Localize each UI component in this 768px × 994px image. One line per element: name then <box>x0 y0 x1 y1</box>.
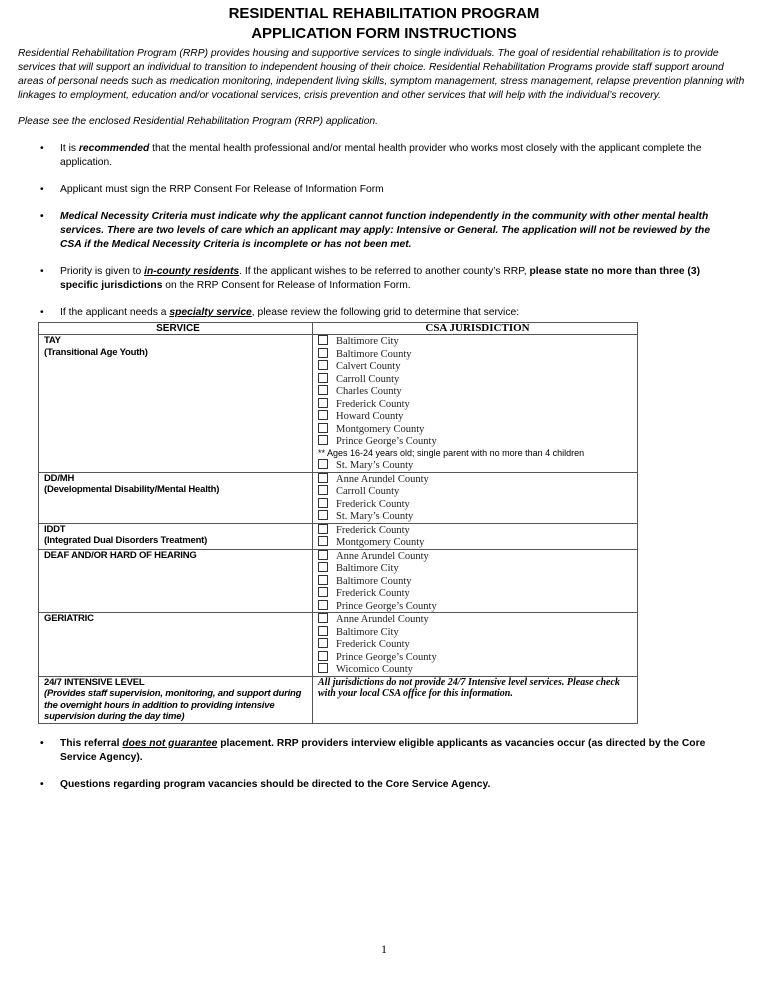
text: Applicant must sign the RRP Consent For Release of Information Form <box>60 184 384 195</box>
checkbox[interactable] <box>318 536 328 546</box>
checkbox[interactable] <box>318 651 328 661</box>
text: Medical Necessity Criteria must indicate why the applicant cannot function independently in the community with other mental health services. There are two levels of care which an applicant may apply: Intensive or General. The application will not be reviewed by the CSA if the Medical Necessity Criteria is incomplete or has not been met. <box>60 211 711 250</box>
service-cell <box>39 472 313 523</box>
checkbox[interactable] <box>318 575 328 585</box>
jurisdiction-label: Anne Arundel County <box>336 614 429 625</box>
jurisdiction-label: Frederick County <box>336 398 410 410</box>
checkbox[interactable] <box>318 459 328 469</box>
jurisdiction-label: Charles County <box>336 386 402 397</box>
jurisdiction-item <box>318 626 637 639</box>
title-line-1: RESIDENTIAL REHABILITATION PROGRAM <box>228 5 540 22</box>
table-row <box>39 613 638 677</box>
text: This referral <box>60 737 123 749</box>
jurisdiction-label: Baltimore County <box>336 348 412 360</box>
table-row <box>39 335 638 473</box>
service-cell <box>39 549 313 613</box>
checkbox[interactable] <box>318 524 328 534</box>
checkbox[interactable] <box>318 638 328 648</box>
bullet-consent <box>40 183 728 197</box>
bullet-icon: • <box>40 737 44 749</box>
bullet-priority <box>40 265 728 293</box>
jurisdiction-cell <box>313 613 638 677</box>
text: . If the applicant wishes to be referred to another county’s RRP, <box>239 266 530 277</box>
jurisdiction-item <box>318 335 637 348</box>
checkbox[interactable] <box>318 335 328 345</box>
bold-text: please state no more than three (3) specific jurisdictions <box>60 266 701 291</box>
service-name: IDDT <box>44 523 66 535</box>
bullet-icon: • <box>40 266 44 277</box>
service-cell <box>39 335 313 473</box>
header-service: SERVICE <box>39 323 313 335</box>
jurisdiction-label: Anne Arundel County <box>336 550 429 562</box>
checkbox[interactable] <box>318 485 328 495</box>
jurisdiction-item <box>318 550 637 563</box>
text: , please review the following grid to determine that service: <box>251 307 520 318</box>
jurisdiction-item <box>318 663 637 676</box>
jurisdiction-label: Baltimore County <box>336 575 412 587</box>
text: Priority is given to <box>60 266 145 277</box>
text: placement. RRP providers interview eligible applicants as vacancies occur (as directed by the Core Service Agency). <box>60 737 706 763</box>
checkbox[interactable] <box>318 435 328 445</box>
service-description: (Provides staff supervision, monitoring, and support during the overnight hours in addition to providing intensive supervision during the day time) <box>44 688 302 722</box>
table-row <box>39 549 638 613</box>
jurisdiction-label: Baltimore City <box>336 626 399 638</box>
jurisdiction-item <box>318 423 637 436</box>
text: on the RRP Consent for Release of Information Form. <box>162 280 411 291</box>
text: It is <box>60 143 79 154</box>
bullet-medical-necessity <box>40 210 728 252</box>
jurisdiction-label: Frederick County <box>336 498 410 510</box>
text: that the mental health professional and/or mental health provider who works most closely with the applicant complete the application. <box>60 143 702 168</box>
jurisdiction-label: Frederick County <box>336 639 410 650</box>
checkbox[interactable] <box>318 410 328 420</box>
jurisdiction-item <box>318 473 637 486</box>
checkbox[interactable] <box>318 473 328 483</box>
service-name: GERIATRIC <box>44 613 94 624</box>
jurisdiction-item <box>318 600 637 613</box>
service-cell <box>39 676 313 723</box>
jurisdiction-item <box>318 651 637 664</box>
service-name: DEAF AND/OR HARD OF HEARING <box>44 549 197 561</box>
text: Questions regarding program vacancies should be directed to the Core Service Agency. <box>60 778 491 790</box>
checkbox[interactable] <box>318 385 328 395</box>
bullet-icon: • <box>40 143 44 154</box>
emphasis: specialty service <box>169 307 252 318</box>
bullet-no-guarantee <box>40 737 728 765</box>
bullet-recommended <box>40 142 728 170</box>
jurisdiction-label: St. Mary’s County <box>336 511 414 522</box>
jurisdiction-label: Frederick County <box>336 524 410 536</box>
checkbox[interactable] <box>318 398 328 408</box>
checkbox[interactable] <box>318 613 328 623</box>
jurisdiction-item <box>318 613 637 626</box>
bullet-icon: • <box>40 778 44 790</box>
jurisdiction-item <box>318 638 637 651</box>
jurisdiction-cell <box>313 549 638 613</box>
jurisdiction-label: Prince George’s County <box>336 651 437 663</box>
see-enclosed-text: Please see the enclosed Residential Rehabilitation Program (RRP) application. <box>18 116 379 127</box>
checkbox[interactable] <box>318 600 328 610</box>
jurisdiction-label: Baltimore City <box>336 563 399 574</box>
jurisdiction-item <box>318 562 637 575</box>
checkbox[interactable] <box>318 510 328 520</box>
checkbox[interactable] <box>318 626 328 636</box>
intro-paragraph: Residential Rehabilitation Program (RRP) provides housing and supportive services to single individuals. The goal of residential rehabilitation is to provide services that will support an individual to transition to independent housing of their choice. Residential Rehabilitation Programs provide staff support around areas of personal needs such as medication monitoring, independent living skills, symptom management, stress management, relapse prevention planning with linkages to employment, education and/or vocational services, crisis prevention and other services that will help with the individual’s recovery. <box>18 48 745 101</box>
service-description: (Integrated Dual Disorders Treatment) <box>44 535 208 546</box>
jurisdiction-label: Prince George’s County <box>336 436 437 447</box>
jurisdiction-item <box>318 510 637 523</box>
jurisdiction-item <box>318 459 637 472</box>
tay-note: ** Ages 16-24 years old; single parent with no more than 4 children <box>318 447 585 458</box>
jurisdiction-label: Montgomery County <box>336 537 425 548</box>
checkbox[interactable] <box>318 348 328 358</box>
service-name: 24/7 INTENSIVE LEVEL <box>44 676 145 688</box>
jurisdiction-label: Howard County <box>336 411 404 422</box>
title-line-2: APPLICATION FORM INSTRUCTIONS <box>251 25 517 42</box>
service-description: (Transitional Age Youth) <box>44 346 148 358</box>
checkbox[interactable] <box>318 663 328 673</box>
text: If the applicant needs a <box>60 307 170 318</box>
checkbox[interactable] <box>318 498 328 508</box>
table-row <box>39 676 638 723</box>
jurisdiction-item <box>318 575 637 588</box>
emphasis: recommended <box>78 143 150 154</box>
checkbox[interactable] <box>318 587 328 597</box>
jurisdiction-label: Frederick County <box>336 588 410 599</box>
jurisdiction-item <box>318 385 637 398</box>
jurisdiction-item <box>318 398 637 411</box>
service-name: DD/MH <box>44 472 75 484</box>
jurisdiction-item <box>318 524 637 537</box>
bullet-icon: • <box>40 307 44 318</box>
header-csa-jurisdiction: CSA JURISDICTION <box>313 323 638 335</box>
service-cell <box>39 523 313 549</box>
bullet-icon: • <box>40 184 44 195</box>
service-grid <box>38 322 638 724</box>
checkbox[interactable] <box>318 550 328 560</box>
bullet-icon: • <box>40 211 44 222</box>
jurisdiction-cell <box>313 335 638 473</box>
jurisdiction-cell <box>313 472 638 523</box>
jurisdiction-label: Wicomico County <box>336 664 413 675</box>
page-number: 1 <box>381 941 387 956</box>
emphasis: in-county residents <box>144 266 240 277</box>
jurisdiction-cell <box>313 676 638 723</box>
checkbox[interactable] <box>318 562 328 572</box>
jurisdiction-label: Anne Arundel County <box>336 473 429 485</box>
jurisdiction-item <box>318 348 637 361</box>
checkbox[interactable] <box>318 360 328 370</box>
jurisdiction-label: Carroll County <box>336 486 400 497</box>
service-name: TAY <box>44 335 61 346</box>
bullet-questions <box>40 778 728 792</box>
service-cell <box>39 613 313 677</box>
service-description: (Developmental Disability/Mental Health) <box>44 484 220 495</box>
checkbox[interactable] <box>318 373 328 383</box>
jurisdiction-item <box>318 587 637 600</box>
jurisdiction-label: Baltimore City <box>336 336 399 347</box>
table-row <box>39 472 638 523</box>
jurisdiction-label: Calvert County <box>336 361 401 372</box>
jurisdiction-item <box>318 435 637 448</box>
jurisdiction-item <box>318 498 637 511</box>
jurisdiction-item <box>318 360 637 373</box>
jurisdiction-item <box>318 410 637 423</box>
closing-bullets <box>0 737 768 792</box>
jurisdiction-item <box>318 373 637 386</box>
jurisdiction-label: Carroll County <box>336 373 400 385</box>
intensive-note: All jurisdictions do not provide 24/7 Intensive level services. Please check with your local CSA office for this information. <box>318 676 620 699</box>
jurisdiction-label: Prince George’s County <box>336 600 437 612</box>
jurisdiction-item <box>318 485 637 498</box>
jurisdiction-cell <box>313 523 638 549</box>
jurisdiction-item <box>318 536 637 549</box>
emphasis: does not guarantee <box>122 737 218 749</box>
table-row <box>39 523 638 549</box>
jurisdiction-label: Montgomery County <box>336 423 425 435</box>
jurisdiction-label: St. Mary’s County <box>336 460 414 471</box>
checkbox[interactable] <box>318 423 328 433</box>
bullet-specialty <box>40 306 728 320</box>
